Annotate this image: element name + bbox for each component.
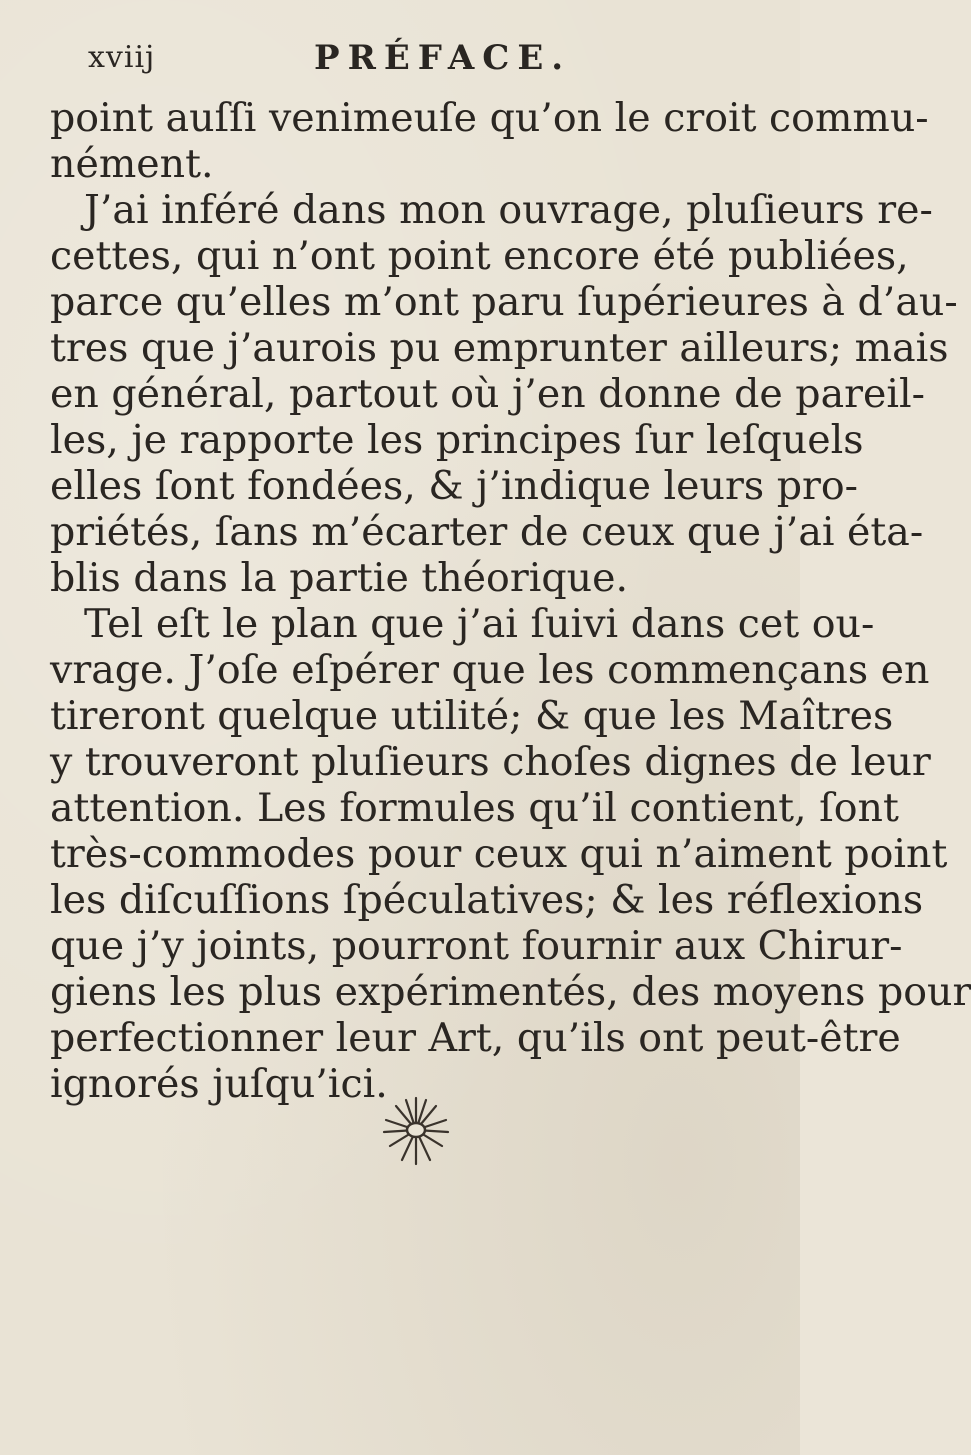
- running-head: [88, 38, 708, 82]
- text-line: très-commodes pour ceux qui n’aiment point: [50, 831, 948, 877]
- text-line: priétés, ſans m’écarter de ceux que j’ai éta-: [50, 509, 924, 555]
- text-line: perfectionner leur Art, qu’ils ont peut-être: [50, 1015, 901, 1061]
- text-line: J’ai inféré dans mon ouvrage, pluſieurs re-: [84, 187, 933, 233]
- text-line: tireront quelque utilité; & que les Maîtres: [50, 693, 894, 739]
- text-line: les diſcuſſions ſpéculatives; & les réflexions: [50, 877, 924, 923]
- body-text: [50, 95, 971, 1107]
- text-line: attention. Les formules qu’il contient, ſont: [50, 785, 899, 831]
- text-line: que j’y joints, pourront fournir aux Chirur-: [50, 923, 903, 969]
- text-line: en général, partout où j’en donne de pareil-: [50, 371, 926, 417]
- text-line: vrage. J’oſe eſpérer que les commençans en: [50, 647, 930, 693]
- text-line: nément.: [50, 141, 214, 187]
- text-line: tres que j’aurois pu emprunter ailleurs; mais: [50, 325, 949, 371]
- text-line: elles ſont fondées, & j’indique leurs pro-: [50, 463, 858, 509]
- text-line: y trouveront pluſieurs choſes dignes de leur: [50, 739, 931, 785]
- sunburst-fleuron-icon: [376, 1090, 456, 1170]
- page-number: xviij: [88, 40, 156, 75]
- text-line: les, je rapporte les principes ſur leſquels: [50, 417, 864, 463]
- text-line: Tel eſt le plan que j’ai ſuivi dans cet ou-: [84, 601, 875, 647]
- text-line: giens les plus expérimentés, des moyens pour: [50, 969, 971, 1015]
- running-title: PRÉFACE.: [314, 38, 572, 78]
- text-line: cettes, qui n’ont point encore été publiées,: [50, 233, 909, 279]
- text-line: point auſſi venimeuſe qu’on le croit commu-: [50, 95, 929, 141]
- text-line: parce qu’elles m’ont paru ſupérieures à d’au-: [50, 279, 958, 325]
- text-line: blis dans la partie théorique.: [50, 555, 629, 601]
- text-line: ignorés juſqu’ici.: [50, 1061, 388, 1107]
